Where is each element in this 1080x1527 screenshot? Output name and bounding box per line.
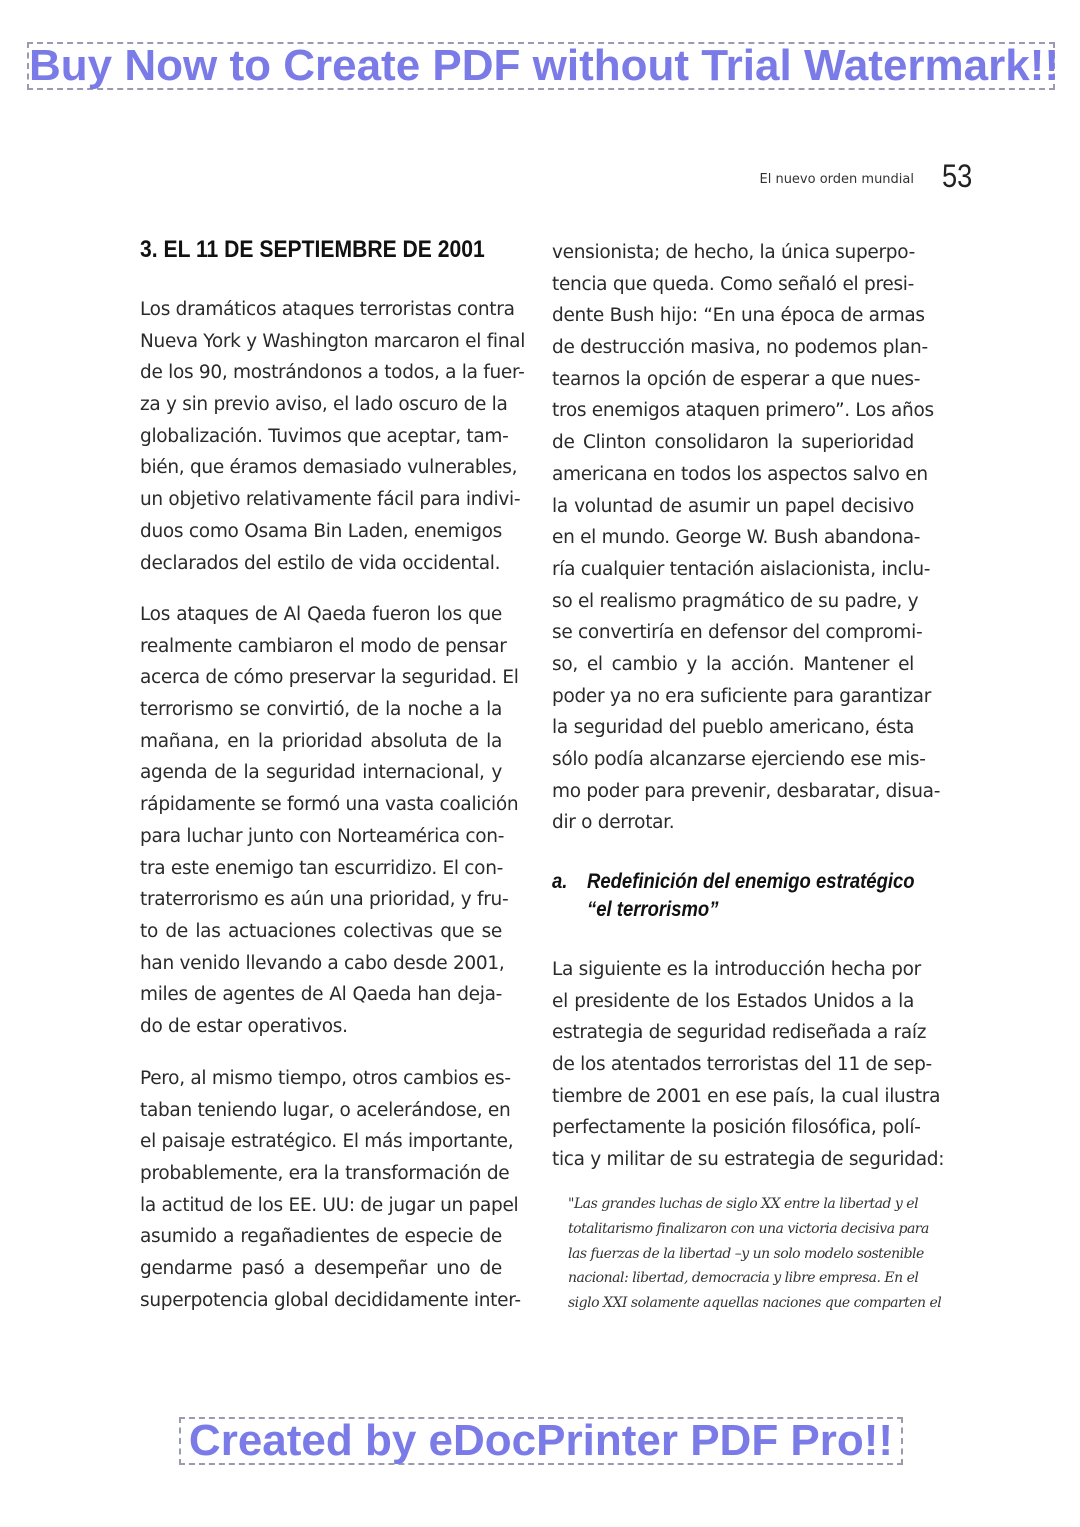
text-line: mañana, en la prioridad absoluta de la [140,730,502,752]
text-line: dir o derrotar. [552,812,675,834]
text-line: realmente cambiaron el modo de pensar [140,635,507,657]
block-quote [568,1192,942,1316]
text-line: para luchar junto con Norteamérica con- [140,825,505,847]
text-line: taban teniendo lugar, o acelerándose, en [140,1099,511,1121]
text-line: so, el cambio y la acción. Mantener el [552,653,914,675]
text-line: Los ataques de Al Qaeda fueron los que [140,604,502,625]
trial-watermark-top: Buy Now to Create PDF without Trial Watermark!! [29,41,1060,90]
text-line: tra este enemigo tan escurridizo. El con- [140,857,503,879]
quote-line: las fuerzas de la libertad –y un solo modelo sostenible [568,1245,924,1262]
text-line: traterrorismo es aún una prioridad, y fru- [140,889,509,911]
text-line: agenda de la seguridad internacional, y [140,762,502,784]
text-line: duos como Osama Bin Laden, enemigos [140,520,502,542]
text-line: la voluntad de asumir un papel decisivo [552,495,914,517]
text-line: de destrucción masiva, no podemos plan- [552,337,928,359]
paragraph [140,599,519,1043]
subheading-marker: a. [552,870,568,893]
text-line: en el mundo. George W. Bush abandona- [552,527,921,549]
text-line: Pero, al mismo tiempo, otros cambios es- [140,1068,511,1089]
text-line: mo poder para prevenir, desbaratar, disua- [552,780,941,802]
text-line: tencia que queda. Como señaló el presi- [552,273,914,295]
text-line: un objetivo relativamente fácil para indivi- [140,489,521,511]
text-line: de los 90, mostrándonos a todos, a la fuer- [140,362,525,384]
text-line: dente Bush hijo: “En una época de armas [552,305,925,327]
page-number: 53 [942,158,973,194]
text-line: ría cualquier tentación aislacionista, inclu- [552,558,931,580]
text-line: estrategia de seguridad rediseñada a raíz [552,1022,927,1044]
paragraph [140,1063,521,1317]
quote-line: "Las grandes luchas de siglo XX entre la libertad y el [568,1196,919,1212]
text-line: vensionista; de hecho, la única superpo- [552,242,915,263]
text-line: de los atentados terroristas del 11 de sep- [552,1054,932,1076]
text-line: de Clinton consolidaron la superioridad [552,432,914,454]
text-line: so el realismo pragmático de su padre, y [552,590,919,612]
text-line: se convertiría en defensor del compromi- [552,622,923,644]
text-line: la seguridad del pueblo americano, ésta [552,717,914,739]
text-line: superpotencia global decididamente inter- [140,1289,521,1311]
text-line: poder ya no era suficiente para garantizar [552,685,932,707]
text-line: bién, que éramos demasiado vulnerables, [140,457,518,479]
quote-line: totalitarismo finalizaron con una victoria decisiva para [568,1220,929,1237]
trial-watermark-bottom: Created by eDocPrinter PDF Pro!! [179,1417,903,1465]
text-line: han venido llevando a cabo desde 2001, [140,952,505,974]
text-line: sólo podía alcanzarse ejerciendo ese mis- [552,749,926,770]
text-line: to de las actuaciones colectivas que se [140,920,502,942]
text-line: miles de agentes de Al Qaeda han deja- [140,984,502,1006]
text-line: Los dramáticos ataques terroristas contra [140,299,515,320]
text-line: probablemente, era la transformación de [140,1163,510,1185]
text-line: za y sin previo aviso, el lado oscuro de la [140,394,508,416]
paragraph [140,294,526,579]
text-line: asumido a regañadientes de especie de [140,1226,502,1248]
text-line: gendarme pasó a desempeñar uno de [140,1258,502,1280]
text-line: acerca de cómo preservar la seguridad. El [140,667,519,689]
subheading-line2: “el terrorismo” [587,898,719,921]
section-heading: 3. EL 11 DE SEPTIEMBRE DE 2001 [140,236,485,263]
text-line: La siguiente es la introducción hecha por [552,959,921,980]
text-line: Nueva York y Washington marcaron el final [140,330,526,352]
text-line: perfectamente la posición filosófica, polí- [552,1117,921,1139]
quote-line: nacional: libertad, democracia y libre empresa. En el [568,1270,919,1287]
text-line: tica y militar de su estrategia de seguridad: [552,1149,945,1171]
paragraph [552,954,945,1176]
quote-line: siglo XXI solamente aquellas naciones que comparten el [568,1295,942,1312]
text-line: americana en todos los aspectos salvo en [552,463,928,485]
text-line: terrorismo se convirtió, de la noche a la [140,699,502,721]
paragraph [552,237,941,839]
text-line: globalización. Tuvimos que aceptar, tam- [140,425,509,447]
text-line: do de estar operativos. [140,1015,348,1037]
text-line: el paisaje estratégico. El más importante, [140,1131,514,1153]
text-line: rápidamente se formó una vasta coalición [140,794,519,816]
text-line: el presidente de los Estados Unidos a la [552,990,914,1012]
text-line: tros enemigos ataquen primero”. Los años [552,400,934,422]
text-line: la actitud de los EE. UU: de jugar un papel [140,1194,519,1216]
text-line: declarados del estilo de vida occidental. [140,552,501,574]
subheading-line1: Redefinición del enemigo estratégico [587,870,915,893]
text-line: tearnos la opción de esperar a que nues- [552,368,921,390]
running-header: El nuevo orden mundial [759,172,914,187]
text-line: tiembre de 2001 en ese país, la cual ilustra [552,1085,941,1107]
